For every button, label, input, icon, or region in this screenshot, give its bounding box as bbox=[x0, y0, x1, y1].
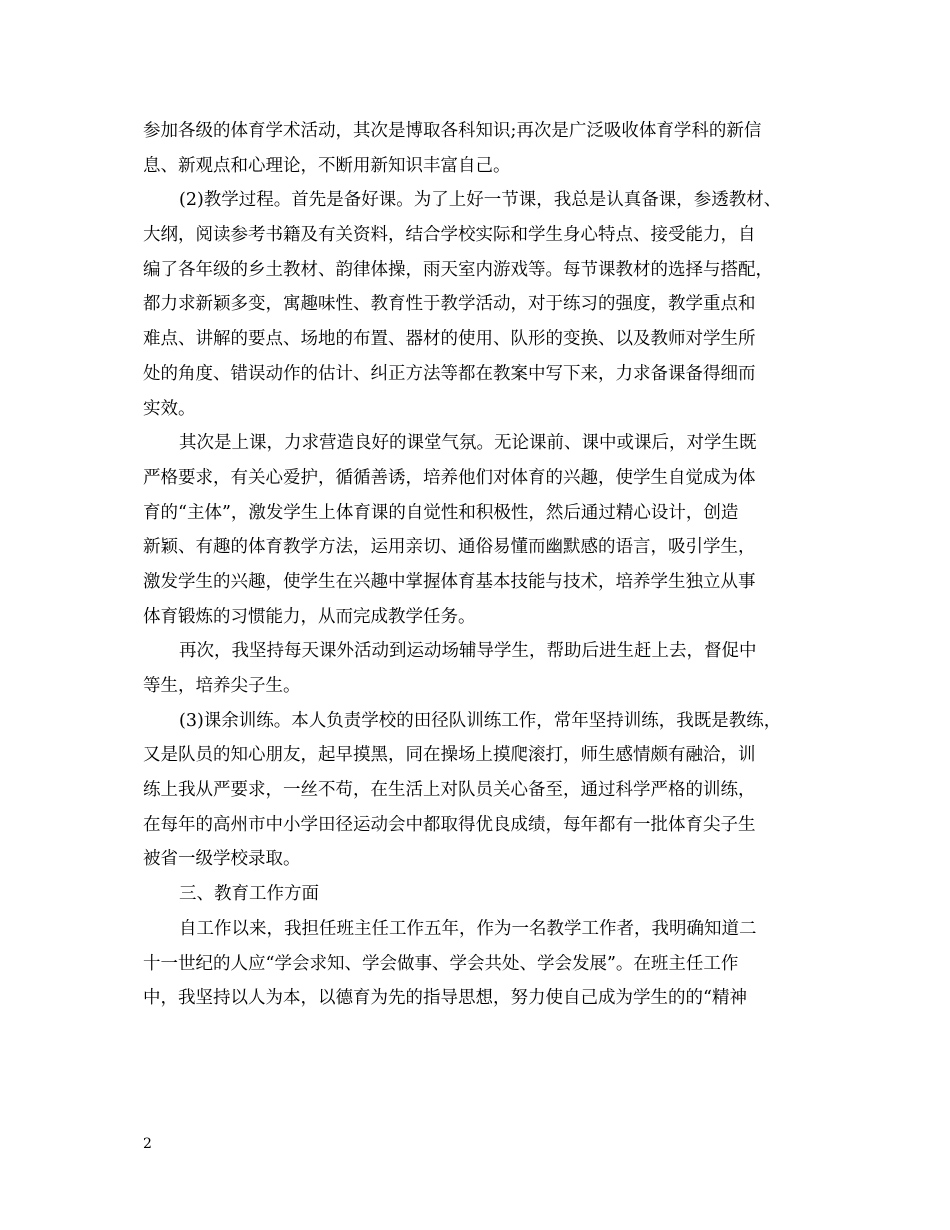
text-line: 三、教育工作方面 bbox=[179, 884, 319, 905]
text-line: (3)课余训练。本人负责学校的田径队训练工作，常年坚持训练，我既是教练， bbox=[179, 710, 782, 731]
text-line: 息、新观点和心理论，不断用新知识丰富自己。 bbox=[143, 155, 511, 176]
text-line: 育的“主体”，激发学生上体育课的自觉性和积极性，然后通过精心设计，创造 bbox=[143, 502, 739, 523]
text-line: 处的角度、错误动作的估计、纠正方法等都在教案中写下来，力求备课备得细而 bbox=[143, 363, 756, 384]
text-line: 再次，我坚持每天课外活动到运动场辅导学生，帮助后进生赶上去，督促中 bbox=[179, 641, 757, 662]
text-line: 参加各级的体育学术活动，其次是博取各科知识;再次是广泛吸收体育学科的新信 bbox=[143, 121, 762, 141]
text-line: 都力求新颖多变，寓趣味性、教育性于教学活动，对于练习的强度，教学重点和 bbox=[143, 294, 756, 315]
page-number: 2 bbox=[143, 1136, 152, 1152]
text-line: 自工作以来，我担任班主任工作五年，作为一名教学工作者，我明确知道二 bbox=[179, 918, 757, 939]
text-line: 新颖、有趣的体育教学方法，运用亲切、通俗易懂而幽默感的语言，吸引学生， bbox=[143, 537, 756, 558]
text-line: 大纲，阅读参考书籍及有关资料，结合学校实际和学生身心特点、接受能力，自 bbox=[143, 225, 756, 246]
document-body bbox=[143, 114, 833, 1016]
text-line: 其次是上课，力求营造良好的课堂气氛。无论课前、课中或课后，对学生既 bbox=[179, 433, 757, 454]
text-line: 被省一级学校录取。 bbox=[143, 849, 301, 870]
text-line: 等生，培养尖子生。 bbox=[143, 676, 301, 696]
text-line: 十一世纪的人应“学会求知、学会做事、学会共处、学会发展”。在班主任工作 bbox=[143, 953, 739, 974]
text-line: 体育锻炼的习惯能力，从而完成教学任务。 bbox=[143, 606, 476, 627]
text-line: 编了各年级的乡土教材、韵律体操，雨天室内游戏等。每节课教材的选择与搭配， bbox=[143, 259, 773, 280]
text-line: 难点、讲解的要点、场地的布置、器材的使用、队形的变换、以及教师对学生所 bbox=[143, 329, 756, 350]
text-line: 在每年的高州市中小学田径运动会中都取得优良成绩，每年都有一批体育尖子生 bbox=[143, 814, 756, 835]
text-line: 又是队员的知心朋友，起早摸黑，同在操场上摸爬滚打，师生感情颇有融洽，训 bbox=[143, 745, 756, 766]
text-line: 练上我从严要求，一丝不苟，在生活上对队员关心备至，通过科学严格的训练， bbox=[143, 780, 756, 801]
text-line: 中，我坚持以人为本，以德育为先的指导思想，努力使自己成为学生的的“精神 bbox=[143, 988, 747, 1009]
text-line: 激发学生的兴趣，使学生在兴趣中掌握体育基本技能与技术，培养学生独立从事 bbox=[143, 571, 756, 592]
text-line: (2)教学过程。首先是备好课。为了上好一节课，我总是认真备课，参透教材、 bbox=[179, 190, 782, 211]
text-line: 严格要求，有关心爱护，循循善诱，培养他们对体育的兴趣，使学生自觉成为体 bbox=[143, 467, 756, 488]
text-line: 实效。 bbox=[143, 398, 196, 419]
